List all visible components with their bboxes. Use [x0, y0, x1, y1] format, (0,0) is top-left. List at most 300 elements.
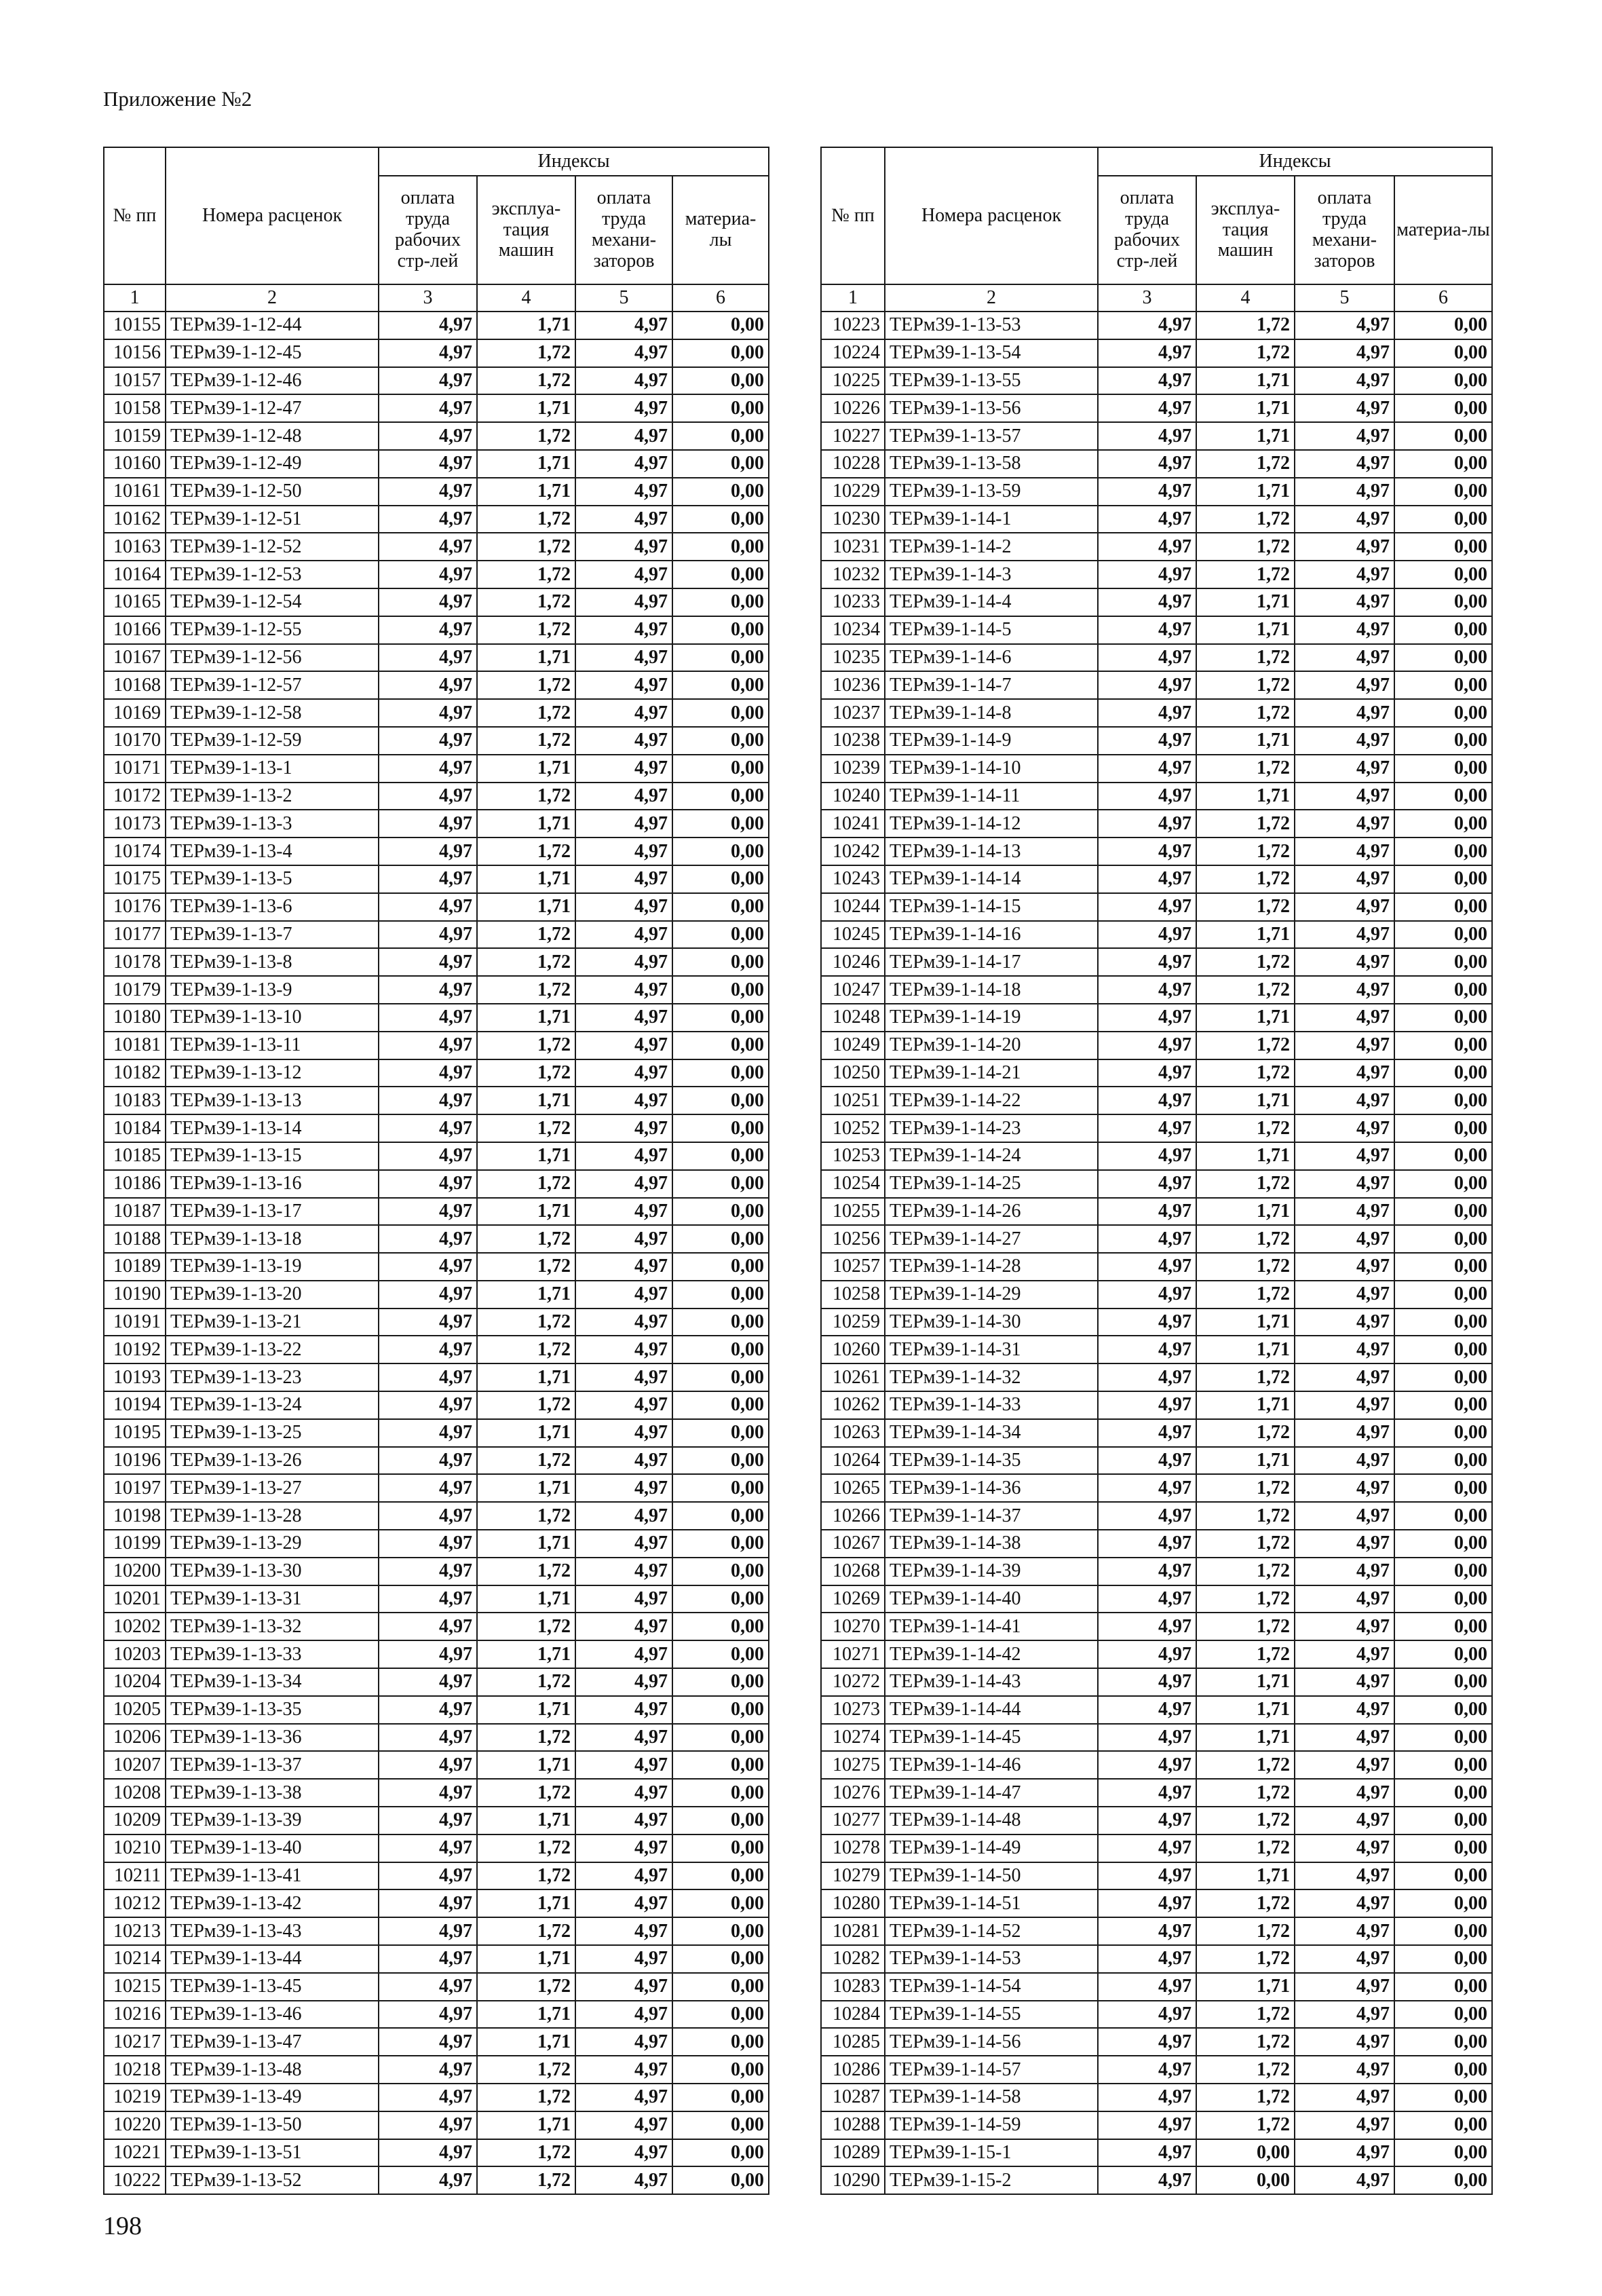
table-row [821, 533, 1492, 561]
index-machine-use: 1,72 [1196, 699, 1295, 727]
index-operator-pay: 4,97 [575, 1724, 672, 1752]
index-operator-pay: 4,97 [1295, 1945, 1394, 1973]
index-operator-pay: 4,97 [575, 1889, 672, 1917]
index-materials: 0,00 [1394, 588, 1492, 616]
table-row [104, 561, 769, 588]
table-row [104, 1558, 769, 1585]
index-machine-use: 1,71 [477, 1807, 575, 1834]
row-number: 10220 [104, 2111, 166, 2139]
table-row [104, 1474, 769, 1502]
rate-code: ТЕРм39-1-13-33 [166, 1640, 379, 1668]
index-operator-pay: 4,97 [1295, 478, 1394, 506]
index-machine-use: 1,72 [1196, 1502, 1295, 1530]
index-worker-pay: 4,97 [379, 2111, 477, 2139]
index-worker-pay: 4,97 [379, 394, 477, 422]
index-materials: 0,00 [1394, 339, 1492, 367]
index-operator-pay: 4,97 [575, 1198, 672, 1226]
index-machine-use: 1,71 [1196, 1724, 1295, 1752]
index-operator-pay: 4,97 [1295, 1779, 1394, 1807]
row-number: 10285 [821, 2028, 885, 2056]
page-number: 198 [103, 2212, 142, 2240]
table-row [821, 506, 1492, 533]
index-operator-pay: 4,97 [575, 1114, 672, 1142]
table-row [821, 1363, 1492, 1391]
table-row [821, 699, 1492, 727]
index-materials: 0,00 [672, 1004, 769, 1032]
index-operator-pay: 4,97 [1295, 1114, 1394, 1142]
index-materials: 0,00 [1394, 561, 1492, 588]
index-materials: 0,00 [672, 1724, 769, 1752]
index-operator-pay: 4,97 [575, 893, 672, 921]
table-row [821, 1862, 1492, 1890]
row-number: 10171 [104, 755, 166, 783]
index-machine-use: 1,72 [1196, 1363, 1295, 1391]
index-machine-use: 1,72 [1196, 1253, 1295, 1281]
rate-code: ТЕРм39-1-14-27 [885, 1225, 1098, 1253]
index-operator-pay: 4,97 [1295, 1281, 1394, 1309]
rate-code: ТЕРм39-1-14-20 [885, 1032, 1098, 1059]
index-materials: 0,00 [1394, 1834, 1492, 1862]
table-row [104, 1253, 769, 1281]
index-operator-pay: 4,97 [575, 506, 672, 533]
index-worker-pay: 4,97 [1098, 1198, 1196, 1226]
index-materials: 0,00 [672, 755, 769, 783]
rate-code: ТЕРм39-1-13-45 [166, 1973, 379, 2001]
index-materials: 0,00 [672, 1668, 769, 1696]
index-materials: 0,00 [1394, 1724, 1492, 1752]
index-materials: 0,00 [1394, 1198, 1492, 1226]
table-row [821, 1751, 1492, 1779]
index-machine-use: 1,71 [1196, 1447, 1295, 1475]
index-operator-pay: 4,97 [1295, 2056, 1394, 2084]
index-machine-use: 1,72 [1196, 976, 1295, 1004]
index-worker-pay: 4,97 [1098, 1724, 1196, 1752]
index-worker-pay: 4,97 [1098, 1087, 1196, 1114]
row-number: 10280 [821, 1889, 885, 1917]
row-number: 10218 [104, 2056, 166, 2084]
rate-code: ТЕРм39-1-12-54 [166, 588, 379, 616]
rate-code: ТЕРм39-1-14-11 [885, 783, 1098, 810]
index-worker-pay: 4,97 [1098, 478, 1196, 506]
index-worker-pay: 4,97 [1098, 1502, 1196, 1530]
index-worker-pay: 4,97 [1098, 616, 1196, 644]
col-index: 4 [1196, 284, 1295, 312]
row-number: 10165 [104, 588, 166, 616]
index-operator-pay: 4,97 [575, 1973, 672, 2001]
index-worker-pay: 4,97 [1098, 1779, 1196, 1807]
index-operator-pay: 4,97 [575, 727, 672, 755]
index-materials: 0,00 [1394, 1419, 1492, 1447]
row-number: 10246 [821, 948, 885, 976]
table-row [104, 1281, 769, 1309]
row-number: 10168 [104, 671, 166, 699]
appendix-heading: Приложение №2 [103, 87, 252, 111]
index-machine-use: 1,71 [477, 1751, 575, 1779]
rate-code: ТЕРм39-1-13-47 [166, 2028, 379, 2056]
rate-code: ТЕРм39-1-13-5 [166, 865, 379, 893]
index-machine-use: 1,72 [1196, 2084, 1295, 2111]
row-number: 10161 [104, 478, 166, 506]
index-machine-use: 1,71 [1196, 727, 1295, 755]
table-row [104, 422, 769, 450]
index-machine-use: 1,72 [477, 1336, 575, 1363]
index-operator-pay: 4,97 [575, 2001, 672, 2029]
rate-code: ТЕРм39-1-12-50 [166, 478, 379, 506]
table-row [104, 1114, 769, 1142]
rate-code: ТЕРм39-1-14-51 [885, 1889, 1098, 1917]
table-row [104, 838, 769, 865]
rate-code: ТЕРм39-1-13-57 [885, 422, 1098, 450]
index-materials: 0,00 [672, 1807, 769, 1834]
index-machine-use: 1,72 [477, 1225, 575, 1253]
rate-code: ТЕРм39-1-12-45 [166, 339, 379, 367]
index-machine-use: 1,71 [1196, 478, 1295, 506]
rate-code: ТЕРм39-1-14-18 [885, 976, 1098, 1004]
rate-code: ТЕРм39-1-14-36 [885, 1474, 1098, 1502]
table-row [104, 1198, 769, 1226]
table-body [821, 312, 1492, 2194]
index-materials: 0,00 [672, 1474, 769, 1502]
index-materials: 0,00 [672, 561, 769, 588]
table-row [821, 893, 1492, 921]
index-operator-pay: 4,97 [1295, 1198, 1394, 1226]
index-operator-pay: 4,97 [575, 1032, 672, 1059]
index-operator-pay: 4,97 [575, 783, 672, 810]
row-number: 10196 [104, 1447, 166, 1475]
rate-code: ТЕРм39-1-14-53 [885, 1945, 1098, 1973]
index-materials: 0,00 [1394, 312, 1492, 339]
index-machine-use: 1,71 [1196, 1391, 1295, 1419]
index-materials: 0,00 [672, 865, 769, 893]
index-machine-use: 1,71 [477, 1198, 575, 1226]
index-materials: 0,00 [672, 1696, 769, 1724]
rate-code: ТЕРм39-1-14-48 [885, 1807, 1098, 1834]
rate-code: ТЕРм39-1-14-34 [885, 1419, 1098, 1447]
index-worker-pay: 4,97 [379, 2084, 477, 2111]
table-row [821, 1585, 1492, 1613]
rate-code: ТЕРм39-1-13-15 [166, 1142, 379, 1170]
table-row [104, 948, 769, 976]
row-number: 10233 [821, 588, 885, 616]
row-number: 10167 [104, 644, 166, 672]
table-row [104, 2139, 769, 2167]
row-number: 10258 [821, 1281, 885, 1309]
index-materials: 0,00 [672, 367, 769, 395]
col-header-materials: материа-лы [672, 176, 769, 284]
index-materials: 0,00 [1394, 865, 1492, 893]
index-materials: 0,00 [672, 2001, 769, 2029]
table-row [104, 1447, 769, 1475]
index-machine-use: 1,71 [1196, 1198, 1295, 1226]
index-worker-pay: 4,97 [1098, 1004, 1196, 1032]
index-machine-use: 1,71 [477, 1363, 575, 1391]
index-machine-use: 1,72 [1196, 1474, 1295, 1502]
table-row [104, 1779, 769, 1807]
index-operator-pay: 4,97 [1295, 506, 1394, 533]
rate-code: ТЕРм39-1-13-22 [166, 1336, 379, 1363]
row-number: 10204 [104, 1668, 166, 1696]
row-number: 10243 [821, 865, 885, 893]
row-number: 10263 [821, 1419, 885, 1447]
table-row [821, 2001, 1492, 2029]
rate-code: ТЕРм39-1-13-44 [166, 1945, 379, 1973]
table-row [104, 1724, 769, 1752]
table-row [821, 2139, 1492, 2167]
table-row [821, 1198, 1492, 1226]
index-machine-use: 1,72 [477, 616, 575, 644]
row-number: 10282 [821, 1945, 885, 1973]
rate-code: ТЕРм39-1-14-49 [885, 1834, 1098, 1862]
index-machine-use: 1,72 [477, 1170, 575, 1198]
index-operator-pay: 4,97 [1295, 1973, 1394, 2001]
index-worker-pay: 4,97 [379, 976, 477, 1004]
index-materials: 0,00 [672, 2028, 769, 2056]
row-number: 10242 [821, 838, 885, 865]
index-materials: 0,00 [1394, 1502, 1492, 1530]
table-row [821, 1142, 1492, 1170]
index-operator-pay: 4,97 [575, 810, 672, 838]
table-row [104, 616, 769, 644]
index-materials: 0,00 [1394, 1917, 1492, 1945]
index-operator-pay: 4,97 [575, 1004, 672, 1032]
table-row [104, 2028, 769, 2056]
index-worker-pay: 4,97 [379, 450, 477, 478]
rate-code: ТЕРм39-1-14-50 [885, 1862, 1098, 1890]
index-machine-use: 1,71 [1196, 367, 1295, 395]
rate-code: ТЕРм39-1-13-46 [166, 2001, 379, 2029]
index-machine-use: 1,72 [1196, 1114, 1295, 1142]
index-operator-pay: 4,97 [575, 478, 672, 506]
index-materials: 0,00 [1394, 616, 1492, 644]
index-worker-pay: 4,97 [1098, 1474, 1196, 1502]
index-operator-pay: 4,97 [575, 1419, 672, 1447]
row-number: 10195 [104, 1419, 166, 1447]
index-operator-pay: 4,97 [1295, 644, 1394, 672]
index-operator-pay: 4,97 [1295, 810, 1394, 838]
index-worker-pay: 4,97 [1098, 1114, 1196, 1142]
index-worker-pay: 4,97 [1098, 1973, 1196, 2001]
table-row [821, 2166, 1492, 2194]
table-row [104, 810, 769, 838]
row-number: 10261 [821, 1363, 885, 1391]
row-number: 10231 [821, 533, 885, 561]
index-operator-pay: 4,97 [1295, 1640, 1394, 1668]
index-materials: 0,00 [1394, 1363, 1492, 1391]
index-operator-pay: 4,97 [1295, 1336, 1394, 1363]
row-number: 10284 [821, 2001, 885, 2029]
row-number: 10229 [821, 478, 885, 506]
index-machine-use: 1,72 [1196, 1530, 1295, 1558]
index-operator-pay: 4,97 [1295, 588, 1394, 616]
index-machine-use: 1,72 [1196, 1419, 1295, 1447]
col-header-num: № пп [104, 147, 166, 284]
row-number: 10197 [104, 1474, 166, 1502]
index-machine-use: 1,72 [477, 1032, 575, 1059]
row-number: 10269 [821, 1585, 885, 1613]
index-materials: 0,00 [1394, 1253, 1492, 1281]
index-operator-pay: 4,97 [575, 1447, 672, 1475]
rate-code: ТЕРм39-1-12-46 [166, 367, 379, 395]
index-materials: 0,00 [1394, 533, 1492, 561]
index-table-left [103, 147, 769, 2195]
index-worker-pay: 4,97 [379, 478, 477, 506]
rate-code: ТЕРм39-1-13-38 [166, 1779, 379, 1807]
rate-code: ТЕРм39-1-13-30 [166, 1558, 379, 1585]
index-operator-pay: 4,97 [1295, 2001, 1394, 2029]
index-worker-pay: 4,97 [1098, 948, 1196, 976]
col-header-indexes: Индексы [379, 147, 769, 176]
rate-code: ТЕРм39-1-14-38 [885, 1530, 1098, 1558]
index-materials: 0,00 [1394, 644, 1492, 672]
index-worker-pay: 4,97 [1098, 1917, 1196, 1945]
index-materials: 0,00 [672, 1447, 769, 1475]
row-number: 10208 [104, 1779, 166, 1807]
index-worker-pay: 4,97 [379, 339, 477, 367]
index-materials: 0,00 [1394, 1751, 1492, 1779]
index-machine-use: 1,71 [477, 394, 575, 422]
index-worker-pay: 4,97 [1098, 1807, 1196, 1834]
table-row [821, 312, 1492, 339]
table-row [104, 755, 769, 783]
index-machine-use: 1,71 [1196, 1862, 1295, 1890]
row-number: 10268 [821, 1558, 885, 1585]
index-operator-pay: 4,97 [575, 865, 672, 893]
index-materials: 0,00 [672, 810, 769, 838]
index-operator-pay: 4,97 [575, 948, 672, 976]
rate-code: ТЕРм39-1-12-47 [166, 394, 379, 422]
index-operator-pay: 4,97 [1295, 1862, 1394, 1890]
index-operator-pay: 4,97 [1295, 1917, 1394, 1945]
index-worker-pay: 4,97 [1098, 1889, 1196, 1917]
table-row [821, 976, 1492, 1004]
rate-code: ТЕРм39-1-12-55 [166, 616, 379, 644]
table-row [821, 1724, 1492, 1752]
row-number: 10255 [821, 1198, 885, 1226]
index-worker-pay: 4,97 [1098, 976, 1196, 1004]
index-machine-use: 1,71 [1196, 1004, 1295, 1032]
index-materials: 0,00 [672, 2084, 769, 2111]
rate-code: ТЕРм39-1-13-1 [166, 755, 379, 783]
row-number: 10178 [104, 948, 166, 976]
index-materials: 0,00 [1394, 1945, 1492, 1973]
rate-code: ТЕРм39-1-14-58 [885, 2084, 1098, 2111]
index-materials: 0,00 [1394, 367, 1492, 395]
table-row [104, 865, 769, 893]
index-operator-pay: 4,97 [575, 1309, 672, 1336]
table-row [104, 1696, 769, 1724]
row-number: 10225 [821, 367, 885, 395]
row-number: 10271 [821, 1640, 885, 1668]
index-machine-use: 1,71 [477, 1696, 575, 1724]
index-worker-pay: 4,97 [379, 1447, 477, 1475]
table-row [821, 1889, 1492, 1917]
row-number: 10179 [104, 976, 166, 1004]
row-number: 10245 [821, 921, 885, 949]
row-number: 10279 [821, 1862, 885, 1890]
index-materials: 0,00 [672, 1253, 769, 1281]
index-materials: 0,00 [1394, 1281, 1492, 1309]
index-worker-pay: 4,97 [1098, 1032, 1196, 1059]
index-machine-use: 1,72 [1196, 893, 1295, 921]
index-machine-use: 1,71 [477, 1585, 575, 1613]
index-operator-pay: 4,97 [1295, 948, 1394, 976]
rate-code: ТЕРм39-1-13-55 [885, 367, 1098, 395]
index-worker-pay: 4,97 [379, 2166, 477, 2194]
row-number: 10286 [821, 2056, 885, 2084]
index-materials: 0,00 [672, 1862, 769, 1890]
index-materials: 0,00 [1394, 2111, 1492, 2139]
index-machine-use: 1,72 [477, 1668, 575, 1696]
index-worker-pay: 4,97 [1098, 1391, 1196, 1419]
index-materials: 0,00 [1394, 1696, 1492, 1724]
index-operator-pay: 4,97 [575, 755, 672, 783]
index-materials: 0,00 [1394, 1447, 1492, 1475]
index-worker-pay: 4,97 [1098, 1309, 1196, 1336]
row-number: 10207 [104, 1751, 166, 1779]
index-machine-use: 1,72 [477, 1779, 575, 1807]
table-row [104, 1142, 769, 1170]
index-machine-use: 1,71 [477, 1945, 575, 1973]
index-worker-pay: 4,97 [379, 948, 477, 976]
index-materials: 0,00 [1394, 727, 1492, 755]
index-machine-use: 1,72 [1196, 948, 1295, 976]
index-operator-pay: 4,97 [1295, 1502, 1394, 1530]
table-row [104, 1585, 769, 1613]
index-materials: 0,00 [672, 1059, 769, 1087]
index-operator-pay: 4,97 [575, 2028, 672, 2056]
index-machine-use: 1,72 [1196, 1170, 1295, 1198]
index-worker-pay: 4,97 [1098, 1668, 1196, 1696]
row-number: 10247 [821, 976, 885, 1004]
index-machine-use: 1,71 [1196, 1336, 1295, 1363]
row-number: 10287 [821, 2084, 885, 2111]
table-row [104, 1170, 769, 1198]
index-machine-use: 1,72 [477, 1917, 575, 1945]
index-materials: 0,00 [672, 727, 769, 755]
index-operator-pay: 4,97 [575, 1668, 672, 1696]
rate-code: ТЕРм39-1-13-8 [166, 948, 379, 976]
rate-code: ТЕРм39-1-13-31 [166, 1585, 379, 1613]
row-number: 10190 [104, 1281, 166, 1309]
index-machine-use: 1,72 [1196, 1032, 1295, 1059]
rate-code: ТЕРм39-1-13-49 [166, 2084, 379, 2111]
row-number: 10160 [104, 450, 166, 478]
index-materials: 0,00 [1394, 755, 1492, 783]
row-number: 10186 [104, 1170, 166, 1198]
index-materials: 0,00 [1394, 2166, 1492, 2194]
index-worker-pay: 4,97 [1098, 1363, 1196, 1391]
index-materials: 0,00 [672, 506, 769, 533]
rate-code: ТЕРм39-1-14-4 [885, 588, 1098, 616]
table-row [104, 1917, 769, 1945]
row-number: 10236 [821, 671, 885, 699]
rate-code: ТЕРм39-1-13-25 [166, 1419, 379, 1447]
rate-code: ТЕРм39-1-13-36 [166, 1724, 379, 1752]
index-materials: 0,00 [672, 893, 769, 921]
index-worker-pay: 4,97 [379, 1032, 477, 1059]
row-number: 10224 [821, 339, 885, 367]
table-row [821, 1945, 1492, 1973]
rate-code: ТЕРм39-1-12-48 [166, 422, 379, 450]
row-number: 10192 [104, 1336, 166, 1363]
index-worker-pay: 4,97 [1098, 921, 1196, 949]
index-materials: 0,00 [672, 1585, 769, 1613]
rate-code: ТЕРм39-1-14-43 [885, 1668, 1098, 1696]
index-materials: 0,00 [672, 1751, 769, 1779]
index-worker-pay: 4,97 [379, 838, 477, 865]
index-worker-pay: 4,97 [379, 1530, 477, 1558]
table-row [821, 1807, 1492, 1834]
